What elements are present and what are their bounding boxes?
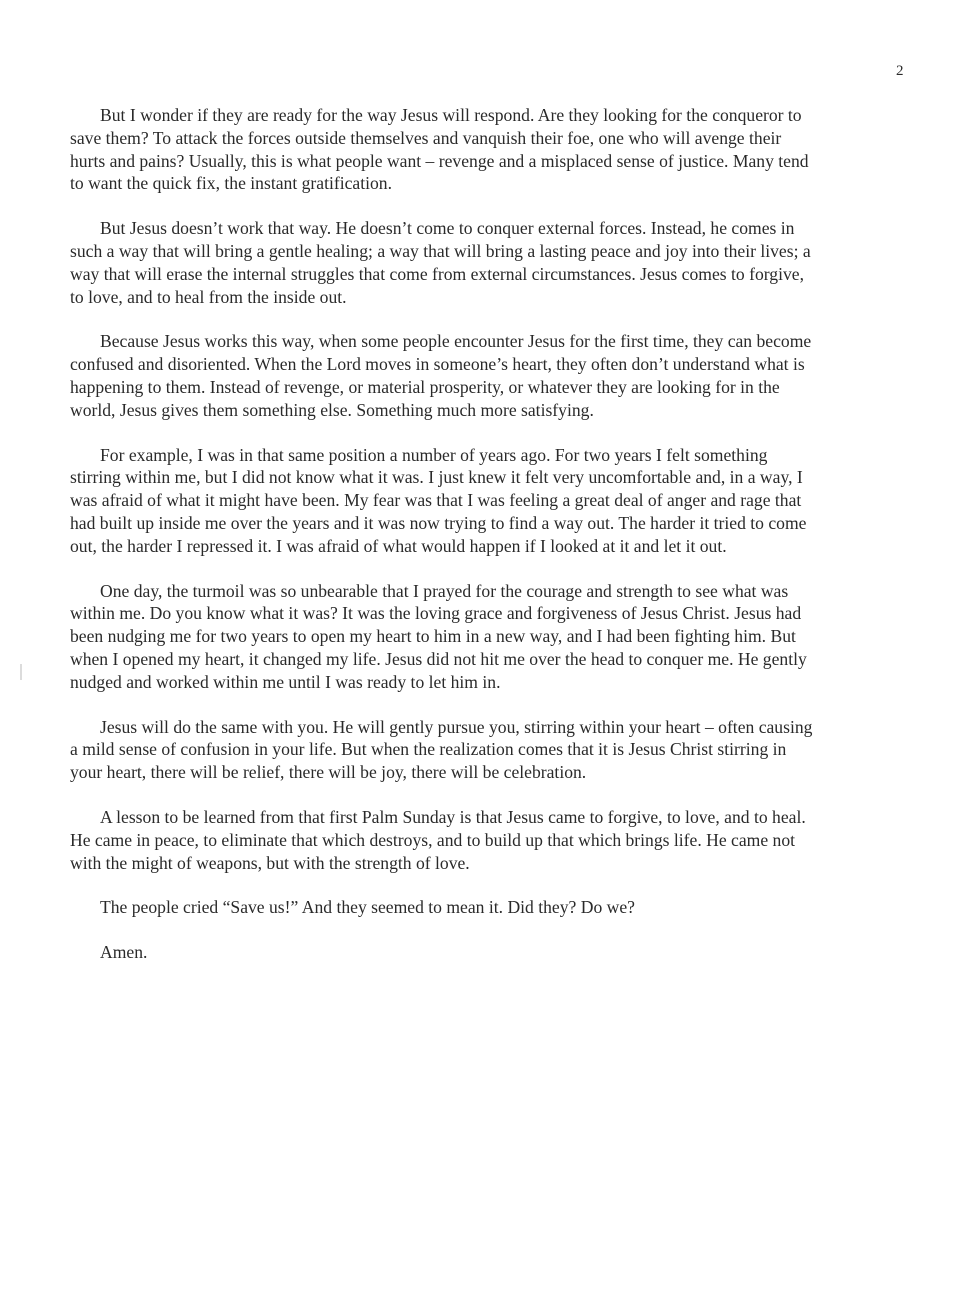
text-line: your heart, there will be relief, there will be joy, there will be celebration. <box>70 762 587 783</box>
paragraph-amen: Amen. <box>100 942 148 963</box>
text-line: confused and disoriented. When the Lord moves in someone’s heart, they often don’t understand what is <box>70 354 805 375</box>
text-line: way that will erase the internal struggles that come from external circumstances. Jesus comes to forgive, <box>70 263 804 284</box>
paragraph-same-with-you <box>70 716 912 784</box>
scan-artifact <box>20 664 22 680</box>
text-line: when I opened my heart, it changed my life. Jesus did not hit me over the head to conquer me. He gently <box>70 648 807 669</box>
sermon-body <box>70 104 912 986</box>
text-line: One day, the turmoil was so unbearable that I prayed for the courage and strength to see what was <box>100 580 789 601</box>
paragraph-jesus-way <box>70 217 912 308</box>
text-line: A lesson to be learned from that first Palm Sunday is that Jesus came to forgive, to love, and to heal. <box>100 806 806 827</box>
text-line: stirring within me, but I did not know what it was. I just knew it felt very uncomfortable and, in a way, I <box>70 467 803 488</box>
paragraph-confused <box>70 330 912 421</box>
paragraph-one-day <box>70 580 912 694</box>
text-line: out, the harder I repressed it. I was afraid of what would happen if I looked at it and let it out. <box>70 535 727 556</box>
text-line: Jesus will do the same with you. He will gently pursue you, stirring within your heart – often causing <box>100 716 813 737</box>
text-line: nudged and worked within me until I was ready to let him in. <box>70 671 501 692</box>
text-line: with the might of weapons, but with the strength of love. <box>70 852 470 873</box>
text-line: world, Jesus gives them something else. Something much more satisfying. <box>70 399 594 420</box>
text-line: such a way that will bring a gentle healing; a way that will bring a lasting peace and joy into their lives; a <box>70 240 811 261</box>
paragraph-palm-sunday-lesson <box>70 806 912 874</box>
text-line: He came in peace, to eliminate that which destroys, and to build up that which brings life. He came not <box>70 829 796 850</box>
paragraph-closing-question: The people cried “Save us!” And they seemed to mean it. Did they? Do we? <box>100 897 635 918</box>
text-line: been nudging me for two years to open my heart to him in a new way, and I had been fighting him. But <box>70 626 796 647</box>
text-line: save them? To attack the forces outside themselves and vanquish their foe, one who will avenge their <box>70 127 782 148</box>
page-number: 2 <box>896 63 904 79</box>
text-line: Because Jesus works this way, when some people encounter Jesus for the first time, they can become <box>100 331 812 352</box>
text-line: was afraid of what it might have been. My fear was that I was feeling a great deal of anger and rage that <box>70 490 802 511</box>
text-line: For example, I was in that same position a number of years ago. For two years I felt something <box>100 444 768 465</box>
text-line: to want the quick fix, the instant gratification. <box>70 173 392 194</box>
text-line: But Jesus doesn’t work that way. He doesn’t come to conquer external forces. Instead, he comes in <box>100 218 795 239</box>
paragraph-ready-for-jesus <box>70 104 912 195</box>
text-line: had built up inside me over the years and it was now trying to find a way out. The harder it tried to come <box>70 512 807 533</box>
text-line: within me. Do you know what it was? It was the loving grace and forgiveness of Jesus Christ. Jesus had <box>70 603 802 624</box>
text-line: hurts and pains? Usually, this is what people want – revenge and a misplaced sense of justice. Many tend <box>70 150 809 171</box>
text-line: happening to them. Instead of revenge, or material prosperity, or whatever they are looking for in the <box>70 376 780 397</box>
text-line: a mild sense of confusion in your life. But when the realization comes that it is Jesus Christ stirring in <box>70 739 787 760</box>
text-line: to love, and to heal from the inside out. <box>70 286 347 307</box>
text-line: But I wonder if they are ready for the way Jesus will respond. Are they looking for the conqueror to <box>100 105 802 125</box>
paragraph-example <box>70 444 912 558</box>
